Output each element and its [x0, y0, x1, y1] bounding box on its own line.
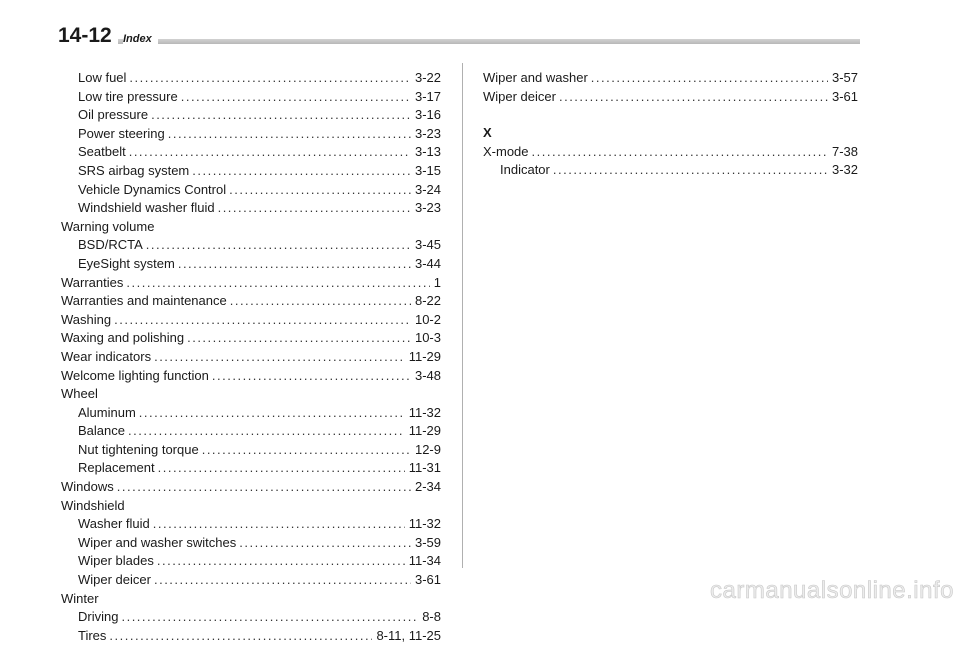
index-entry [483, 88, 858, 107]
index-term: Indicator [500, 162, 550, 178]
index-group-x [483, 143, 858, 180]
index-page-ref: 3-24 [414, 181, 441, 197]
index-entry [61, 181, 441, 200]
index-term: Wheel [61, 386, 98, 402]
index-term: Welcome lighting function [61, 367, 209, 383]
index-entry [483, 143, 858, 162]
index-page-ref: 3-61 [831, 88, 858, 104]
dot-leader [154, 348, 405, 367]
index-term: BSD/RCTA [78, 237, 143, 253]
index-term: Aluminum [78, 404, 136, 420]
index-term: Winter [61, 590, 99, 606]
index-page-ref: 3-23 [414, 200, 441, 216]
index-term: Nut tightening torque [78, 441, 199, 457]
index-page-ref: 3-61 [414, 572, 441, 588]
index-page-ref: 3-59 [414, 534, 441, 550]
index-entry [61, 236, 441, 255]
index-entry [61, 608, 441, 627]
index-term: SRS airbag system [78, 162, 190, 178]
index-page-ref: 11-29 [408, 348, 441, 364]
index-term: Washing [61, 311, 112, 327]
index-term: EyeSight system [78, 255, 175, 271]
dot-leader [128, 422, 405, 441]
dot-leader [229, 181, 411, 200]
dot-leader [139, 404, 405, 423]
index-entry [61, 311, 441, 330]
index-group-w [483, 69, 858, 106]
index-column-right [483, 69, 858, 180]
index-page-ref: 3-57 [831, 70, 858, 85]
dot-leader [114, 311, 411, 330]
dot-leader [218, 199, 411, 218]
index-entry [61, 348, 441, 367]
index-entry [61, 534, 441, 553]
section-title: Index [123, 34, 158, 45]
index-page-ref: 11-32 [408, 404, 441, 420]
index-entry [61, 404, 441, 423]
dot-leader [187, 329, 411, 348]
index-term: Balance [78, 423, 125, 439]
index-entry [61, 441, 441, 460]
index-term: Waxing and polishing [61, 330, 185, 346]
dot-leader [178, 255, 411, 274]
index-page-ref: 3-45 [414, 237, 441, 253]
dot-leader [181, 88, 411, 107]
page-number: 14-12 [58, 25, 118, 46]
index-entry [61, 422, 441, 441]
index-page-ref: 11-34 [408, 553, 441, 569]
index-page-ref: 11-32 [408, 516, 441, 532]
page-header [0, 0, 960, 54]
index-page-ref: 3-48 [414, 367, 441, 383]
index-entry [61, 552, 441, 571]
index-page-ref: 3-15 [414, 162, 441, 178]
dot-leader [109, 627, 372, 645]
index-term: Wiper and washer [483, 70, 588, 85]
dot-leader [151, 106, 411, 125]
dot-leader [158, 459, 405, 478]
dot-leader [157, 552, 405, 571]
dot-leader [153, 515, 405, 534]
dot-leader [559, 88, 828, 107]
index-term: Wiper deicer [78, 572, 151, 588]
dot-leader [202, 441, 411, 460]
index-term: Power steering [78, 125, 165, 141]
index-term: Replacement [78, 460, 155, 476]
index-entry [61, 255, 441, 274]
index-entry [483, 69, 858, 88]
index-term: Wiper and washer switches [78, 534, 237, 550]
index-page-ref: 10-2 [414, 311, 441, 327]
index-page-ref: 1 [433, 274, 441, 290]
index-entry [61, 385, 441, 404]
index-page-ref: 3-17 [414, 88, 441, 104]
index-term: Warning volume [61, 218, 155, 234]
index-term: Windshield [61, 497, 125, 513]
index-page-ref: 3-16 [414, 107, 441, 123]
dot-leader [553, 161, 828, 180]
index-entry [61, 497, 441, 516]
index-page-ref: 11-31 [408, 460, 441, 476]
index-term: Seatbelt [78, 144, 126, 160]
index-entry [61, 125, 441, 144]
watermark-logo: carmanualsonline.info [710, 577, 954, 604]
index-term: Washer fluid [78, 516, 150, 532]
dot-leader [126, 274, 429, 293]
index-entry [483, 161, 858, 180]
dot-leader [591, 69, 828, 88]
index-entry [61, 329, 441, 348]
index-entry [61, 199, 441, 218]
index-entry [61, 218, 441, 237]
index-entry [61, 274, 441, 293]
index-page-ref: 8-8 [422, 609, 441, 625]
index-letter-heading: X [483, 125, 492, 141]
index-term: Driving [78, 609, 119, 625]
index-column-left [61, 69, 441, 645]
index-entry [61, 571, 441, 590]
index-term: Warranties [61, 274, 124, 290]
index-term: Windows [61, 479, 114, 495]
index-page-ref: 3-23 [414, 125, 441, 141]
index-page-ref: 8-11, 11-25 [376, 627, 441, 643]
index-term: Low tire pressure [78, 88, 178, 104]
index-page-ref: 3-32 [831, 162, 858, 178]
index-entry [61, 590, 441, 609]
index-entry [61, 69, 441, 88]
index-entry [61, 367, 441, 386]
index-page-ref: 3-22 [414, 70, 441, 85]
dot-leader [129, 143, 411, 162]
index-page-ref: 3-44 [414, 255, 441, 271]
index-entry [61, 143, 441, 162]
index-entry [61, 478, 441, 497]
dot-leader [154, 571, 411, 590]
dot-leader [117, 478, 411, 497]
dot-leader [532, 143, 828, 162]
dot-leader [239, 534, 411, 553]
index-entry [61, 459, 441, 478]
index-term: Tires [78, 627, 107, 643]
index-term: Wiper blades [78, 553, 154, 569]
dot-leader [192, 162, 411, 181]
index-term: Vehicle Dynamics Control [78, 181, 227, 197]
index-page-ref: 10-3 [414, 330, 441, 346]
index-term: Oil pressure [78, 107, 149, 123]
dot-leader [121, 608, 418, 627]
index-page-ref: 3-13 [414, 144, 441, 160]
index-term: Wiper deicer [483, 88, 556, 104]
column-divider [462, 63, 463, 568]
dot-leader [168, 125, 411, 144]
header-rule [58, 39, 860, 44]
index-term: Low fuel [78, 70, 127, 85]
index-entry [61, 106, 441, 125]
index-entry [61, 162, 441, 181]
index-term: Windshield washer fluid [78, 200, 215, 216]
index-entry [61, 88, 441, 107]
index-term: X-mode [483, 143, 529, 159]
dot-leader [212, 367, 411, 386]
dot-leader [129, 69, 411, 88]
index-page-ref: 12-9 [414, 441, 441, 457]
index-page-ref: 8-22 [414, 293, 441, 309]
index-term: Wear indicators [61, 348, 152, 364]
index-page-ref: 2-34 [414, 479, 441, 495]
index-term: Warranties and maintenance [61, 293, 227, 309]
index-page-ref: 11-29 [408, 423, 441, 439]
index-page-ref: 7-38 [831, 143, 858, 159]
dot-leader [230, 292, 411, 311]
index-entry [61, 515, 441, 534]
dot-leader [146, 236, 411, 255]
index-entry [61, 627, 441, 645]
index-entry [61, 292, 441, 311]
